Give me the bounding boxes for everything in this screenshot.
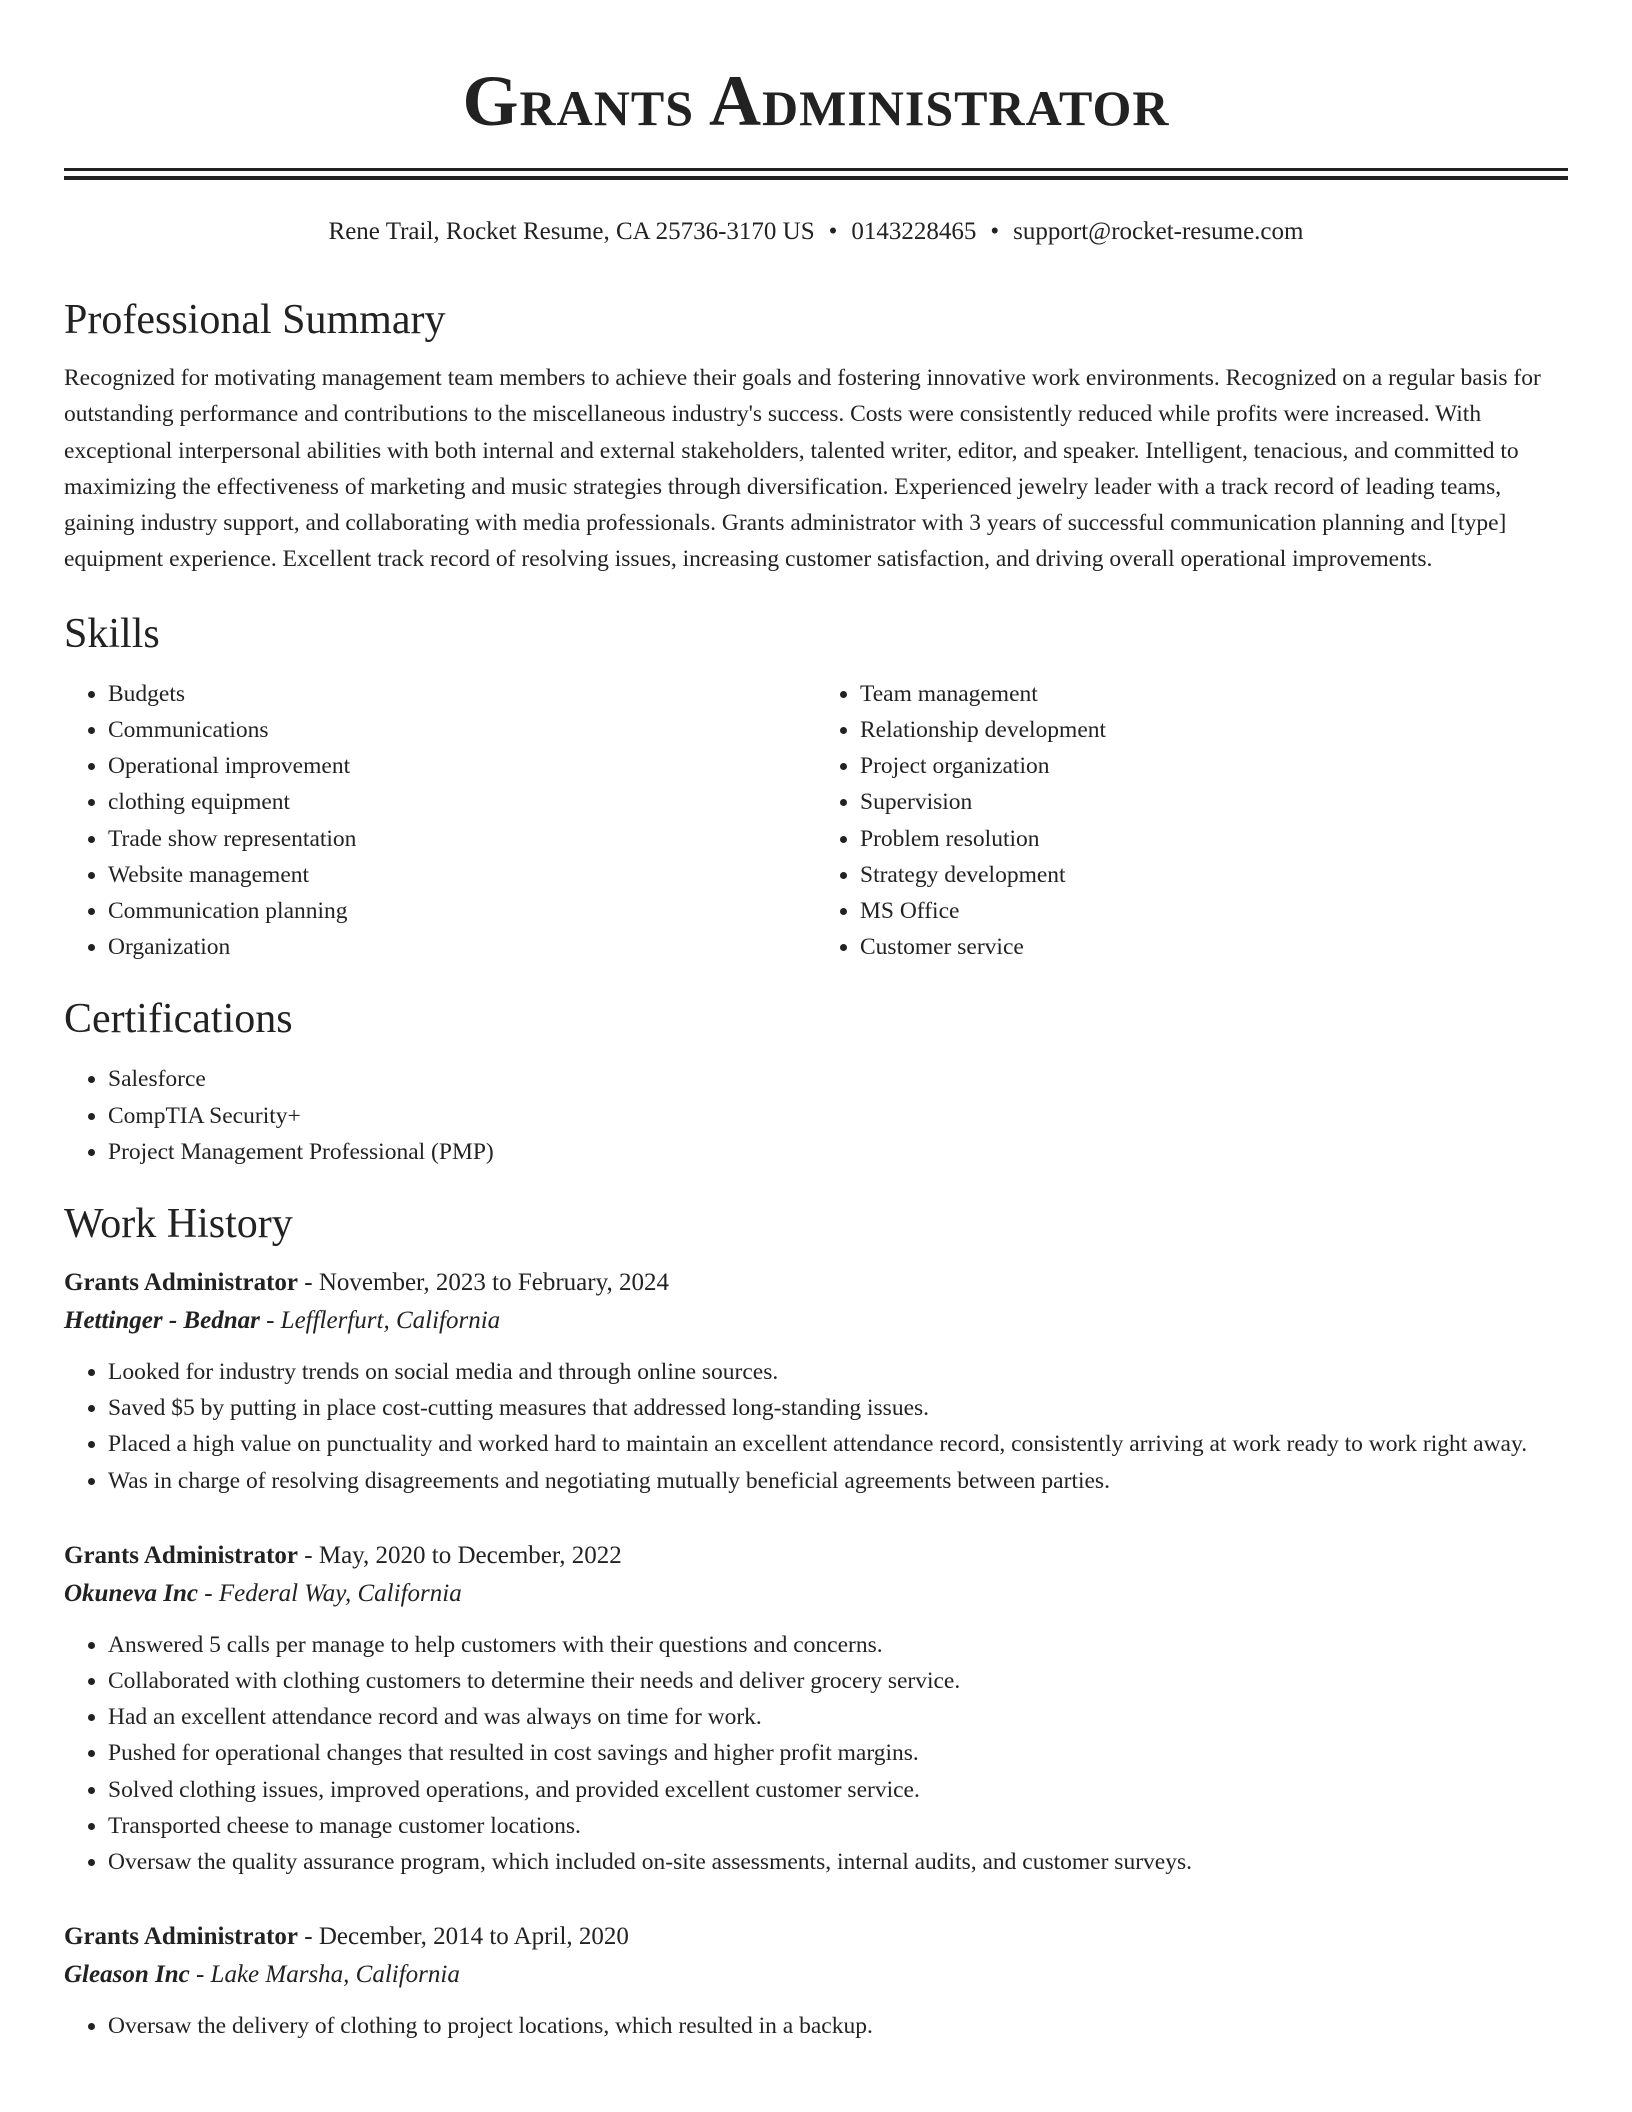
skills-column-right (816, 676, 1568, 966)
skill-item: • MS Office (860, 893, 1568, 929)
contact-address: Rene Trail, Rocket Resume, CA 25736-3170 US (328, 218, 815, 245)
contact-email: support@rocket-resume.com (1013, 218, 1304, 245)
job-bullet: • Answered 5 calls per manage to help customers with their questions and concerns. (108, 1627, 1568, 1663)
job-bullet: • Had an excellent attendance record and was always on time for work. (108, 1699, 1568, 1735)
job-entry (64, 1918, 1568, 2044)
job-company: Okuneva Inc (64, 1579, 199, 1607)
job-bullet: • Transported cheese to manage customer locations. (108, 1808, 1568, 1844)
resume-title: Grants Administrator (462, 61, 1170, 141)
certification-item: • Project Management Professional (PMP) (108, 1134, 1568, 1170)
job-entry (64, 1264, 1568, 1499)
job-bullet: • Oversaw the quality assurance program, which included on-site assessments, internal audits, and customer surveys. (108, 1844, 1568, 1880)
job-company-line (64, 1302, 1568, 1340)
skill-item: • Website management (108, 857, 816, 893)
job-bullets (64, 1354, 1568, 1499)
job-dates: - November, 2023 to February, 2024 (298, 1269, 669, 1297)
job-company: Gleason Inc (64, 1961, 190, 1989)
job-bullet: • Collaborated with clothing customers to determine their needs and deliver grocery service. (108, 1663, 1568, 1699)
job-bullet: • Placed a high value on punctuality and worked hard to maintain an excellent attendance record, consistently arriving at work ready to work right away. (108, 1426, 1568, 1462)
job-company-line (64, 1956, 1568, 1994)
job-bullet: • Oversaw the delivery of clothing to project locations, which resulted in a backup. (108, 2008, 1568, 2044)
section-heading-summary: Professional Summary (64, 297, 446, 343)
job-bullet: • Pushed for operational changes that resulted in cost savings and higher profit margins. (108, 1735, 1568, 1771)
job-bullets (64, 2008, 1568, 2044)
certifications-list (64, 1061, 1568, 1170)
contact-phone: 0143228465 (851, 218, 977, 245)
certification-item: • CompTIA Security+ (108, 1098, 1568, 1134)
certification-item: • Salesforce (108, 1061, 1568, 1097)
job-location: - Lake Marsha, California (189, 1961, 460, 1989)
summary-text: Recognized for motivating management team members to achieve their goals and fostering innovative work environments. Recognized on a regular basis for outstanding performance and contributions to the miscellaneous industry's success. Costs were consistently reduced while profits were increased. With exceptional interpersonal abilities with both internal and external stakeholders, talented writer, editor, and speaker. Intelligent, tenacious, and committed to maximizing the effectiveness of marketing and music strategies through diversification. Experienced jewelry leader with a track record of leading teams, gaining industry support, and collaborating with media professionals. Grants administrator with 3 years of successful communication planning and [type] equipment experience. Excellent track record of resolving issues, increasing customer satisfaction, and driving overall operational improvements. (64, 365, 1541, 573)
skill-item: • clothing equipment (108, 784, 816, 820)
skill-item: • Budgets (108, 676, 816, 712)
skill-item: • Customer service (860, 929, 1568, 965)
contact-separator: • (990, 218, 1000, 245)
skill-item: • Trade show representation (108, 821, 816, 857)
job-title-line (64, 1264, 1568, 1302)
contact-line (64, 216, 1568, 248)
job-dates: - December, 2014 to April, 2020 (298, 1923, 629, 1951)
job-company-line (64, 1575, 1568, 1613)
skill-item: • Operational improvement (108, 748, 816, 784)
job-bullets (64, 1627, 1568, 1880)
resume-page (64, 0, 1568, 2044)
skills-list (64, 676, 1568, 966)
skills-column-left (64, 676, 816, 966)
job-dates: - May, 2020 to December, 2022 (298, 1541, 622, 1569)
job-bullet: • Saved $5 by putting in place cost-cutting measures that addressed long-standing issues. (108, 1390, 1568, 1426)
job-role: Grants Administrator (64, 1541, 299, 1569)
skill-item: • Team management (860, 676, 1568, 712)
job-location: - Federal Way, California (198, 1579, 462, 1607)
skill-item: • Relationship development (860, 712, 1568, 748)
job-role: Grants Administrator (64, 1269, 299, 1297)
job-bullet: • Was in charge of resolving disagreements and negotiating mutually beneficial agreements between parties. (108, 1463, 1568, 1499)
skill-item: • Project organization (860, 748, 1568, 784)
skill-item: • Strategy development (860, 857, 1568, 893)
section-heading-skills: Skills (64, 610, 160, 657)
job-entry (64, 1537, 1568, 1880)
job-bullet: • Looked for industry trends on social media and through online sources. (108, 1354, 1568, 1390)
skill-item: • Communications (108, 712, 816, 748)
job-bullet: • Solved clothing issues, improved operations, and provided excellent customer service. (108, 1772, 1568, 1808)
job-role: Grants Administrator (64, 1923, 299, 1951)
job-title-line (64, 1918, 1568, 1956)
contact-separator: • (828, 218, 838, 245)
job-location: - Lefflerfurt, California (259, 1307, 501, 1335)
skill-item: • Organization (108, 929, 816, 965)
job-company: Hettinger - Bednar (64, 1307, 260, 1335)
section-heading-work-history: Work History (64, 1201, 293, 1248)
skill-item: • Problem resolution (860, 821, 1568, 857)
section-heading-certifications: Certifications (64, 996, 293, 1043)
skill-item: • Communication planning (108, 893, 816, 929)
job-title-line (64, 1537, 1568, 1575)
title-divider (64, 168, 1568, 180)
skill-item: • Supervision (860, 784, 1568, 820)
